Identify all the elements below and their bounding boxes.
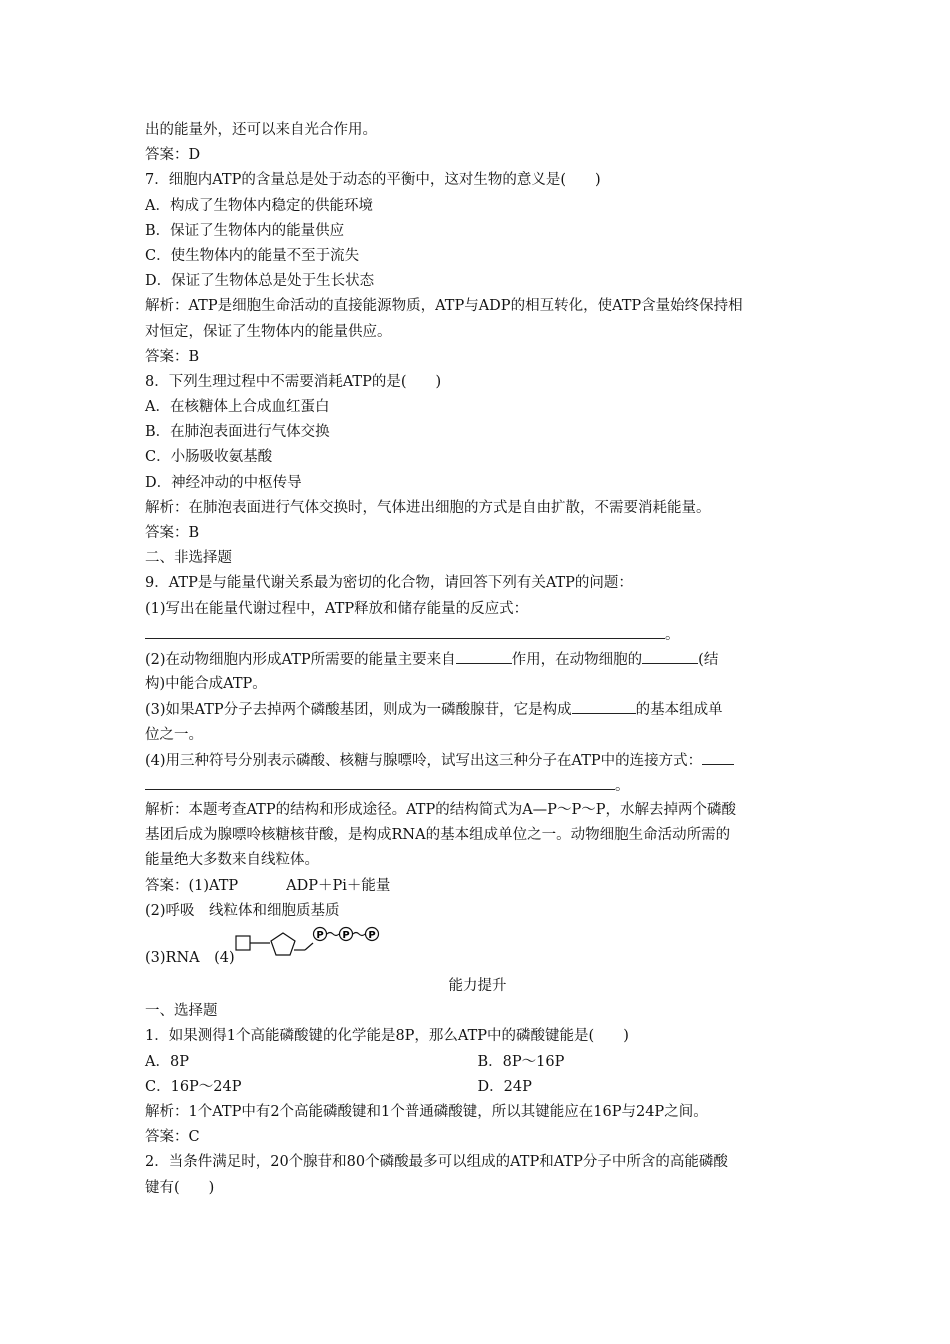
phosphate-label: P	[342, 930, 350, 941]
text-segment: (结	[698, 651, 719, 668]
options-row	[145, 1075, 810, 1100]
text-line: 出的能量外，还可以来自光合作用。	[145, 122, 377, 138]
answer-line: 答案：D	[145, 147, 201, 164]
atp-structure-diagram	[233, 924, 393, 970]
question-9-part-2-cont: 构)中能合成ATP。	[145, 676, 267, 693]
analysis-line: 能量绝大多数来自线粒体。	[145, 852, 319, 869]
option-b: B．在肺泡表面进行气体交换	[145, 424, 330, 441]
question-9-part-4	[145, 748, 810, 773]
answer-line: 答案：C	[145, 1129, 200, 1146]
question-9-part-3	[145, 697, 810, 722]
period: 。	[615, 777, 630, 794]
question-1: 1．如果测得1个高能磷酸键的化学能是8P，那么ATP中的磷酸键能是( )	[145, 1028, 629, 1045]
option-a: A．在核糖体上合成血红蛋白	[145, 399, 330, 416]
answer-blank[interactable]	[145, 622, 665, 639]
answer-blank-line	[145, 773, 810, 798]
answer-line	[145, 874, 810, 899]
option-a: A．构成了生物体内稳定的供能环境	[145, 197, 373, 214]
option-b: B．保证了生物体内的能量供应	[145, 222, 345, 239]
option-c: C．16P～24P	[145, 1078, 242, 1095]
analysis-line: 解析：在肺泡表面进行气体交换时，气体进出细胞的方式是自由扩散，不需要消耗能量。	[145, 499, 711, 516]
question-9-part-2	[145, 647, 810, 672]
text-segment: (4)用三种符号分别表示磷酸、核糖与腺嘌呤，试写出这三种分子在ATP中的连接方式：	[145, 752, 703, 769]
analysis-line: 解析：本题考查ATP的结构和形成途径。ATP的结构简式为A—P～P～P，水解去掉两个磷酸	[145, 802, 736, 819]
option-c: C．小肠吸收氨基酸	[145, 449, 273, 466]
text-segment: 的基本组成单	[635, 702, 723, 719]
text-segment: (2)在动物细胞内形成ATP所需要的能量主要来自	[145, 651, 456, 668]
text-segment: 作用，在动物细胞的	[511, 651, 643, 668]
question-9-part-3-cont: 位之一。	[145, 726, 203, 743]
answer-diagram-line	[145, 924, 810, 974]
option-a: A．8P	[145, 1053, 189, 1070]
text-segment: (3)如果ATP分子去掉两个磷酸基团，则成为一磷酸腺苷，它是构成	[145, 702, 572, 719]
question-9-part-1: (1)写出在能量代谢过程中，ATP释放和储存能量的反应式：	[145, 600, 529, 617]
answer-blank[interactable]	[145, 773, 615, 790]
analysis-line: 解析：ATP是细胞生命活动的直接能源物质，ATP与ADP的相互转化，使ATP含量始终保持相	[145, 298, 743, 315]
answer-line: 答案：B	[145, 525, 200, 541]
option-d: D．神经冲动的中枢传导	[145, 474, 302, 491]
answer-part-1: 答案：(1)ATP	[145, 877, 239, 894]
question-2: 2．当条件满足时，20个腺苷和80个磷酸最多可以组成的ATP和ATP分子中所含的高能磷酸	[145, 1154, 728, 1171]
analysis-line: 对恒定，保证了生物体内的能量供应。	[145, 323, 392, 340]
answer-part-1-product: ADP＋Pi＋能量	[286, 877, 391, 894]
question-8: 8．下列生理过程中不需要消耗ATP的是( )	[145, 373, 442, 390]
analysis-line: 基团后成为腺嘌呤核糖核苷酸，是构成RNA的基本组成单位之一。动物细胞生命活动所需的	[145, 827, 731, 844]
options-row	[145, 1050, 810, 1075]
answer-part-3-4: (3)RNA (4)	[145, 950, 235, 966]
answer-blank[interactable]	[456, 647, 512, 664]
answer-line: (2)呼吸 线粒体和细胞质基质	[145, 902, 340, 919]
answer-line: 答案：B	[145, 348, 200, 365]
section-heading: 二、非选择题	[145, 550, 232, 567]
question-2-cont: 键有( )	[145, 1179, 215, 1196]
option-d: D．24P	[477, 1078, 532, 1095]
answer-blank[interactable]	[642, 647, 698, 664]
answer-blank[interactable]	[572, 697, 636, 714]
phosphate-label: P	[368, 930, 376, 941]
answer-blank[interactable]	[702, 748, 734, 765]
analysis-line: 解析：1个ATP中有2个高能磷酸键和1个普通磷酸键，所以其键能应在16P与24P之间。	[145, 1103, 708, 1120]
ribose-pentagon-icon	[271, 933, 295, 955]
adenine-square-icon	[236, 936, 250, 950]
section-title: 能力提升	[448, 978, 507, 994]
option-b: B．8P～16P	[477, 1053, 565, 1070]
question-9: 9．ATP是与能量代谢关系最为密切的化合物，请回答下列有关ATP的问题：	[145, 575, 633, 592]
option-c: C．使生物体内的能量不至于流失	[145, 247, 360, 264]
section-heading: 一、选择题	[145, 1003, 218, 1020]
period: 。	[665, 626, 680, 643]
answer-blank-line	[145, 622, 810, 647]
document-page	[145, 118, 810, 1201]
option-d: D．保证了生物体总是处于生长状态	[145, 273, 375, 290]
phosphate-label: P	[316, 930, 324, 941]
question-7: 7．细胞内ATP的含量总是处于动态的平衡中，这对生物的意义是( )	[145, 172, 601, 189]
